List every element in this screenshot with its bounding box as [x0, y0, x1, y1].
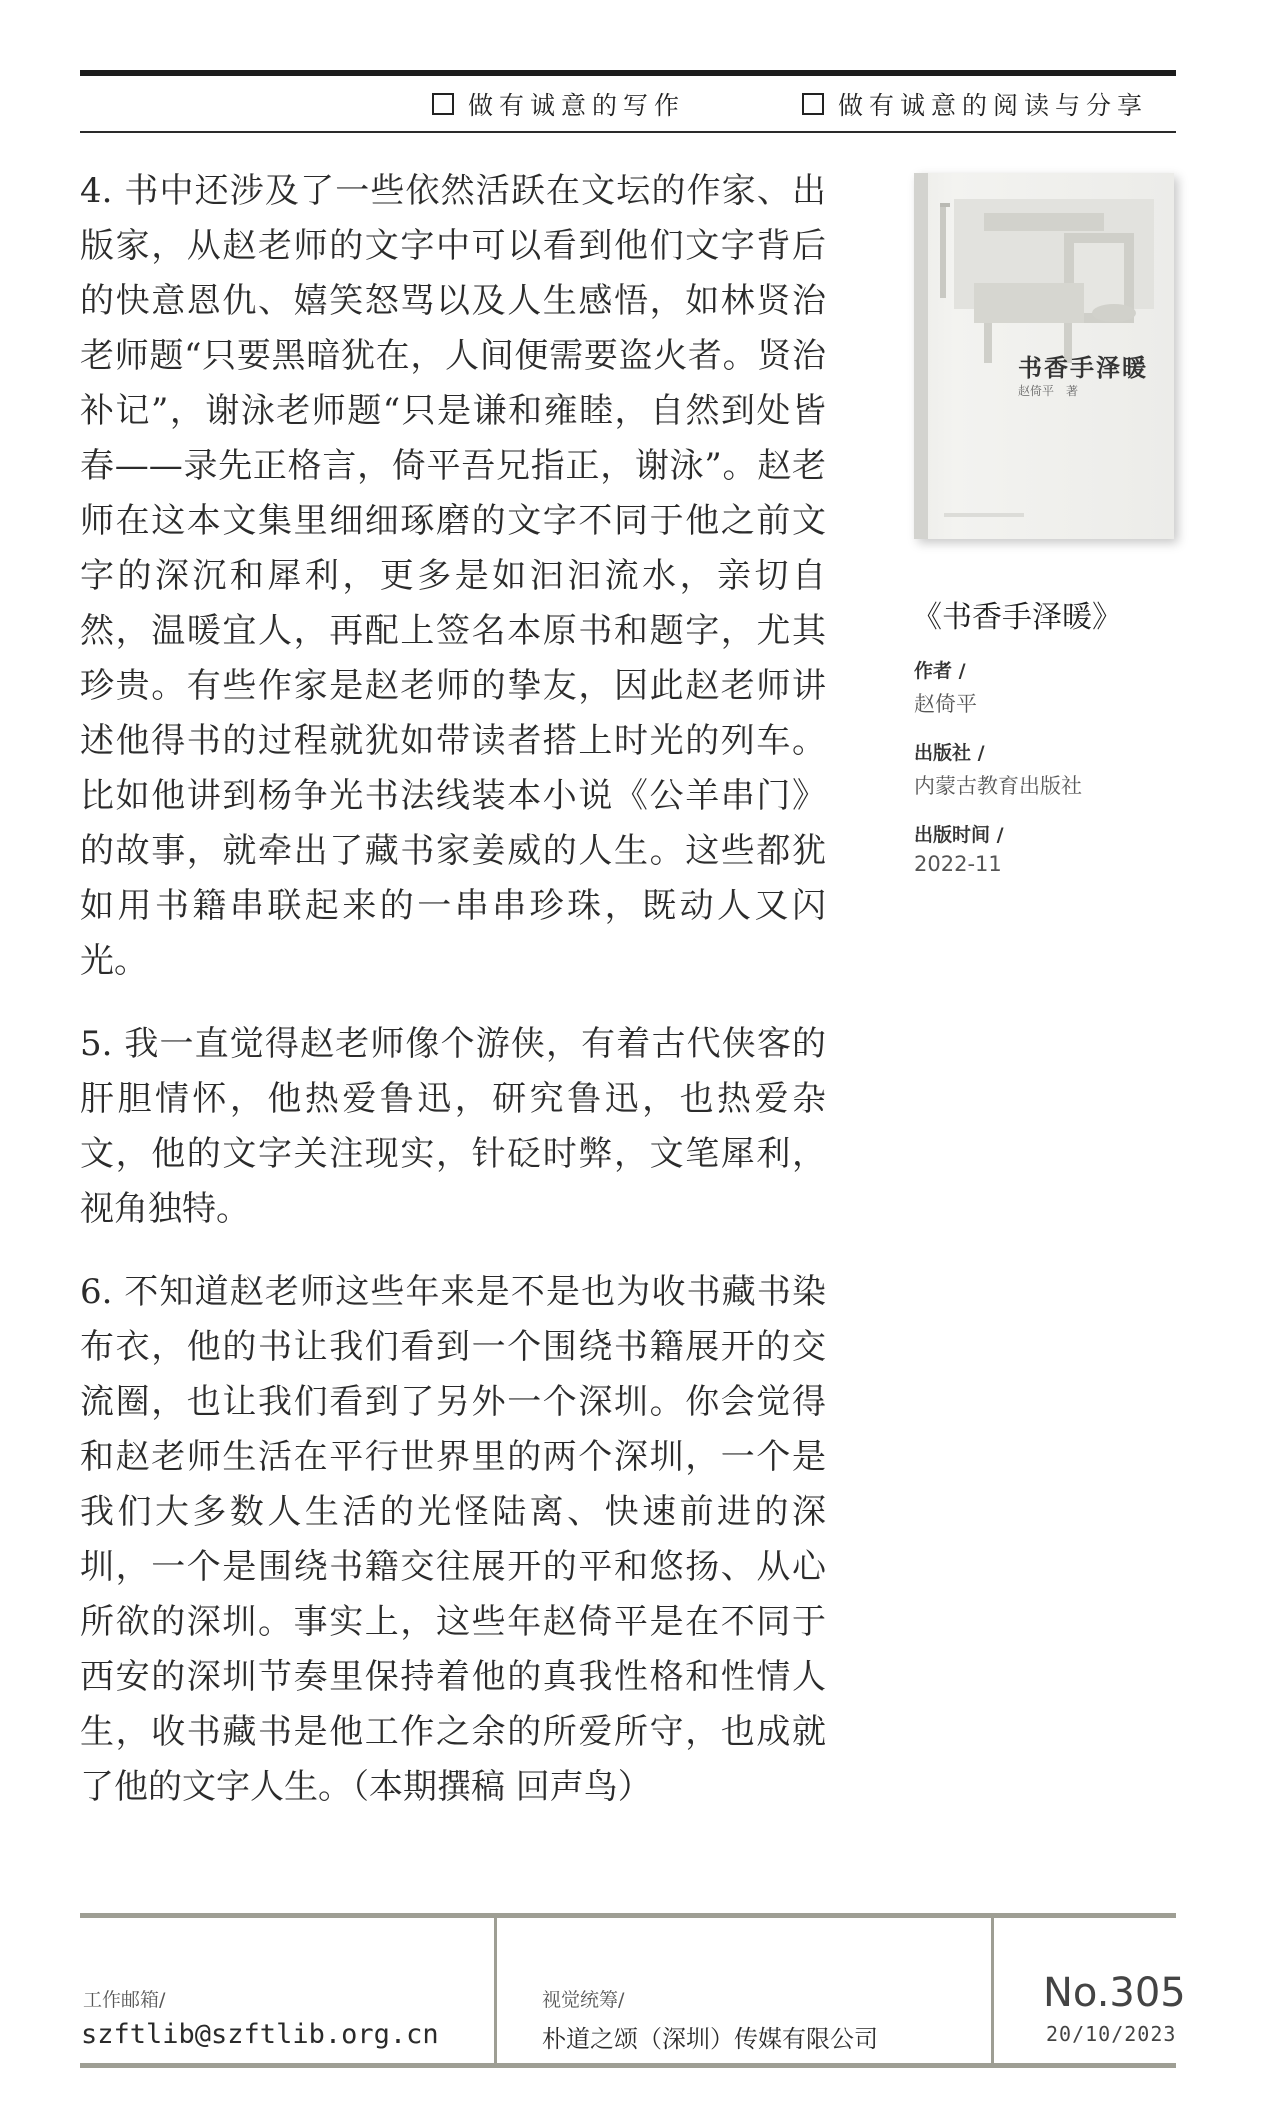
- book-cover: [914, 173, 1174, 539]
- pubdate-value: 2022-11: [914, 852, 1002, 876]
- article-body: [80, 164, 826, 1815]
- slogan-reading: [802, 86, 1148, 122]
- paragraph-5: 5. 我一直觉得赵老师像个游侠，有着古代侠客的肝胆情怀，他热爱鲁迅，研究鲁迅，也热爱杂文，他的文字关注现实，针砭时弊，文笔犀利，视角独特。: [80, 1024, 826, 1229]
- footer-divider: [494, 1913, 497, 2068]
- pubdate-label: 出版时间 /: [914, 824, 1004, 846]
- author-label: 作者 /: [914, 660, 966, 682]
- slogan-writing-text: 做有诚意的写作: [468, 91, 686, 120]
- checkbox-square-icon: [432, 93, 454, 115]
- footer-divider: [991, 1913, 994, 2068]
- cover-author: 赵倚平 著: [1018, 384, 1079, 398]
- issue-date: 20/10/2023: [1046, 2022, 1177, 2046]
- slogan-writing: [432, 86, 685, 122]
- paragraph-6: 6. 不知道赵老师这些年来是不是也为收书藏书染布衣，他的书让我们看到一个围绕书籍展开的交流圈，也让我们看到了另外一个深圳。你会觉得和赵老师生活在平行世界里的两个深圳，一个是我们大多数人生活的光怪陆离、快速前进的深圳，一个是围绕书籍交往展开的平和悠扬、从心所欲的深圳。事实上，这些年赵倚平是在不同于西安的深圳节奏里保持着他的真我性格和性情人生，收书藏书是他工作之余的所爱所守，也成就了他的文字人生。（本期撰稿 回声鸟）: [80, 1272, 826, 1807]
- author-value: 赵倚平: [914, 692, 977, 716]
- book-title: 《书香手泽暖》: [912, 600, 1122, 635]
- footer-top-rule: [80, 1913, 1176, 1918]
- cover-title: 书香手泽暖: [1018, 353, 1148, 382]
- slogan-reading-text: 做有诚意的阅读与分享: [838, 91, 1149, 120]
- publisher-label: 出版社 /: [914, 742, 985, 764]
- design-label: 视觉统筹/: [542, 1989, 625, 2011]
- footer-bottom-rule: [80, 2063, 1176, 2068]
- issue-number: No.305: [1043, 1970, 1186, 2016]
- checkbox-square-icon: [802, 93, 824, 115]
- publisher-value: 内蒙古教育出版社: [914, 774, 1082, 798]
- email-value: szftlib@szftlib.org.cn: [81, 2019, 439, 2050]
- design-value: 朴道之颂（深圳）传媒有限公司: [542, 2025, 878, 2053]
- top-rule: [80, 70, 1176, 76]
- paragraph-4: 4. 书中还涉及了一些依然活跃在文坛的作家、出版家，从赵老师的文字中可以看到他们文字背后的快意恩仇、嬉笑怒骂以及人生感悟，如林贤治老师题“只要黑暗犹在，人间便需要盗火者。贤治补记”，谢泳老师题“只是谦和雍睦，自然到处皆春——录先正格言，倚平吾兄指正，谢泳”。赵老师在这本文集里细细琢磨的文字不同于他之前文字的深沉和犀利，更多是如汩汩流水，亲切自然，温暖宜人，再配上签名本原书和题字，尤其珍贵。有些作家是赵老师的挚友，因此赵老师讲述他得书的过程就犹如带读者搭上时光的列车。比如他讲到杨争光书法线装本小说《公羊串门》的故事，就牵出了藏书家姜威的人生。这些都犹如用书籍串联起来的一串串珍珠，既动人又闪光。: [80, 171, 826, 981]
- header-divider: [80, 131, 1176, 133]
- email-label: 工作邮箱/: [83, 1989, 166, 2011]
